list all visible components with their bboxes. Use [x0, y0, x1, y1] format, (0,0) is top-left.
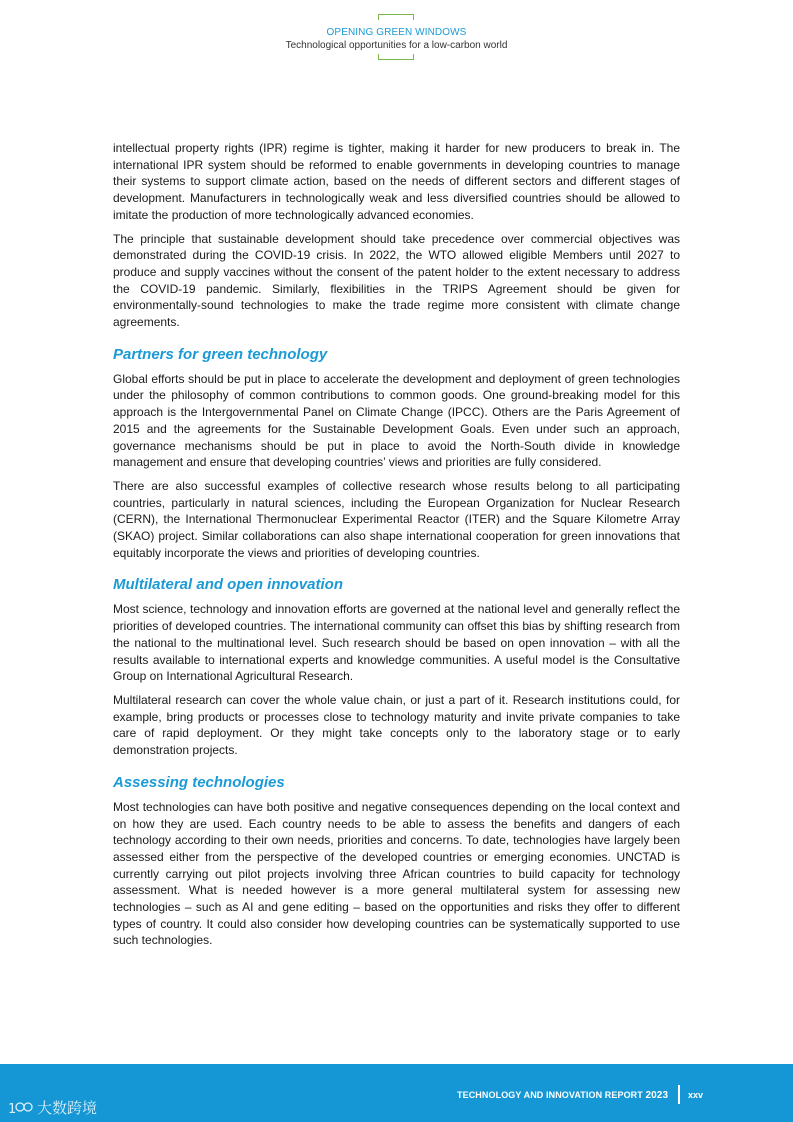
- header-title: OPENING GREEN WINDOWS: [326, 27, 467, 38]
- watermark: [8, 1097, 97, 1118]
- paragraph-ipr: intellectual property rights (IPR) regime is tighter, making it harder for new producers to break in. The international IPR system should be reformed to enable governments in developing countries to manage their systems to support climate action, based on the needs of different sectors and different stages of development. Manufacturers in technologically weak and less diversified countries should be allowed to imitate the production of more technologically advanced economies.: [113, 141, 680, 222]
- page-footer: [0, 1064, 793, 1122]
- watermark-logo-icon: [8, 1100, 34, 1116]
- svg-text:1: 1: [8, 1101, 17, 1116]
- footer-report-year: 2023: [645, 1090, 669, 1101]
- header-subtitle: Technological opportunities for a low-carbon world: [285, 40, 508, 51]
- page-number: xxv: [688, 1090, 704, 1100]
- header-bracket-bottom: [378, 54, 414, 60]
- paragraph-global-efforts: Global efforts should be put in place to accelerate the development and deployment of green technologies under the philosophy of common contributions to common goods. One ground-breaking model for this approach is the Intergovernmental Panel on Climate Change (IPCC). Others are the Paris Agreement of 2015 and the agreements for the Sustainable Development Goals. Even under such an approach, governance mechanisms should be put in place to avoid the North-South divide in knowledge management and ensure that developing countries’ views and priorities are fully considered.: [113, 371, 680, 470]
- section-heading-assessing: Assessing technologies: [113, 773, 285, 791]
- section-heading-partners: Partners for green technology: [113, 345, 328, 363]
- paragraph-national-level: Most science, technology and innovation efforts are governed at the national level and generally reflect the priorities of developed countries. The international community can offset this bias by shifting research from the national to the multinational level. Such research should be based on open innovation – with all the results available to international experts and knowledge communities. A useful model is the Consultative Group on International Agricultural Research.: [113, 602, 680, 684]
- footer-report-name: TECHNOLOGY AND INNOVATION REPORT: [457, 1090, 643, 1100]
- footer-report-title: [457, 1090, 668, 1101]
- paragraph-consequences: Most technologies can have both positive and negative consequences depending on the local context and on how they are used. Each country needs to be able to assess the benefits and dangers of each technology according to their own needs, priorities and concerns. To date, technologies have largely been assessed either from the perspective of the developed countries or emerging economies. UNCTAD is currently carrying out pilot projects involving three African countries to build capacity for technology assessment. What is needed however is a more general multilateral system for assessing new technologies – such as AI and gene editing – based on the opportunities and risks they offer to different types of country. It could also consider how developing countries can be systematically supported to use such technologies.: [113, 799, 680, 948]
- paragraph-collective-research: There are also successful examples of collective research whose results belong to all participating countries, particularly in natural sciences, including the European Organization for Nuclear Research (CERN), the International Thermonuclear Experimental Reactor (ITER) and the Square Kilometre Array (SKAO) project. Similar collaborations can also shape international cooperation for green innovations that equitably incorporate the views and priorities of developing countries.: [113, 478, 680, 560]
- page-header: [0, 12, 793, 64]
- header-bracket-top: [378, 14, 414, 20]
- paragraph-sustainable-development: The principle that sustainable development should take precedence over commercial objectives was demonstrated during the COVID-19 crisis. In 2022, the WTO allowed eligible Members until 2027 to produce and supply vaccines without the consent of the patent holder to the extent necessary to address the COVID-19 pandemic. Similarly, flexibilities in the TRIPS Agreement should be given for environmentally-sound technologies to make the trade regime more consistent with climate change agreements.: [113, 231, 680, 330]
- section-heading-multilateral: Multilateral and open innovation: [113, 576, 344, 594]
- footer-divider: [678, 1085, 680, 1104]
- paragraph-value-chain: Multilateral research can cover the whole value chain, or just a part of it. Research institutions could, for example, bring products or processes close to technology maturity and invite private companies to take care of rapid deployment. Or they might take concepts only to the laboratory stage or to early demonstration projects.: [113, 692, 680, 758]
- watermark-text: 大数跨境: [37, 1099, 98, 1117]
- main-content: [113, 140, 680, 956]
